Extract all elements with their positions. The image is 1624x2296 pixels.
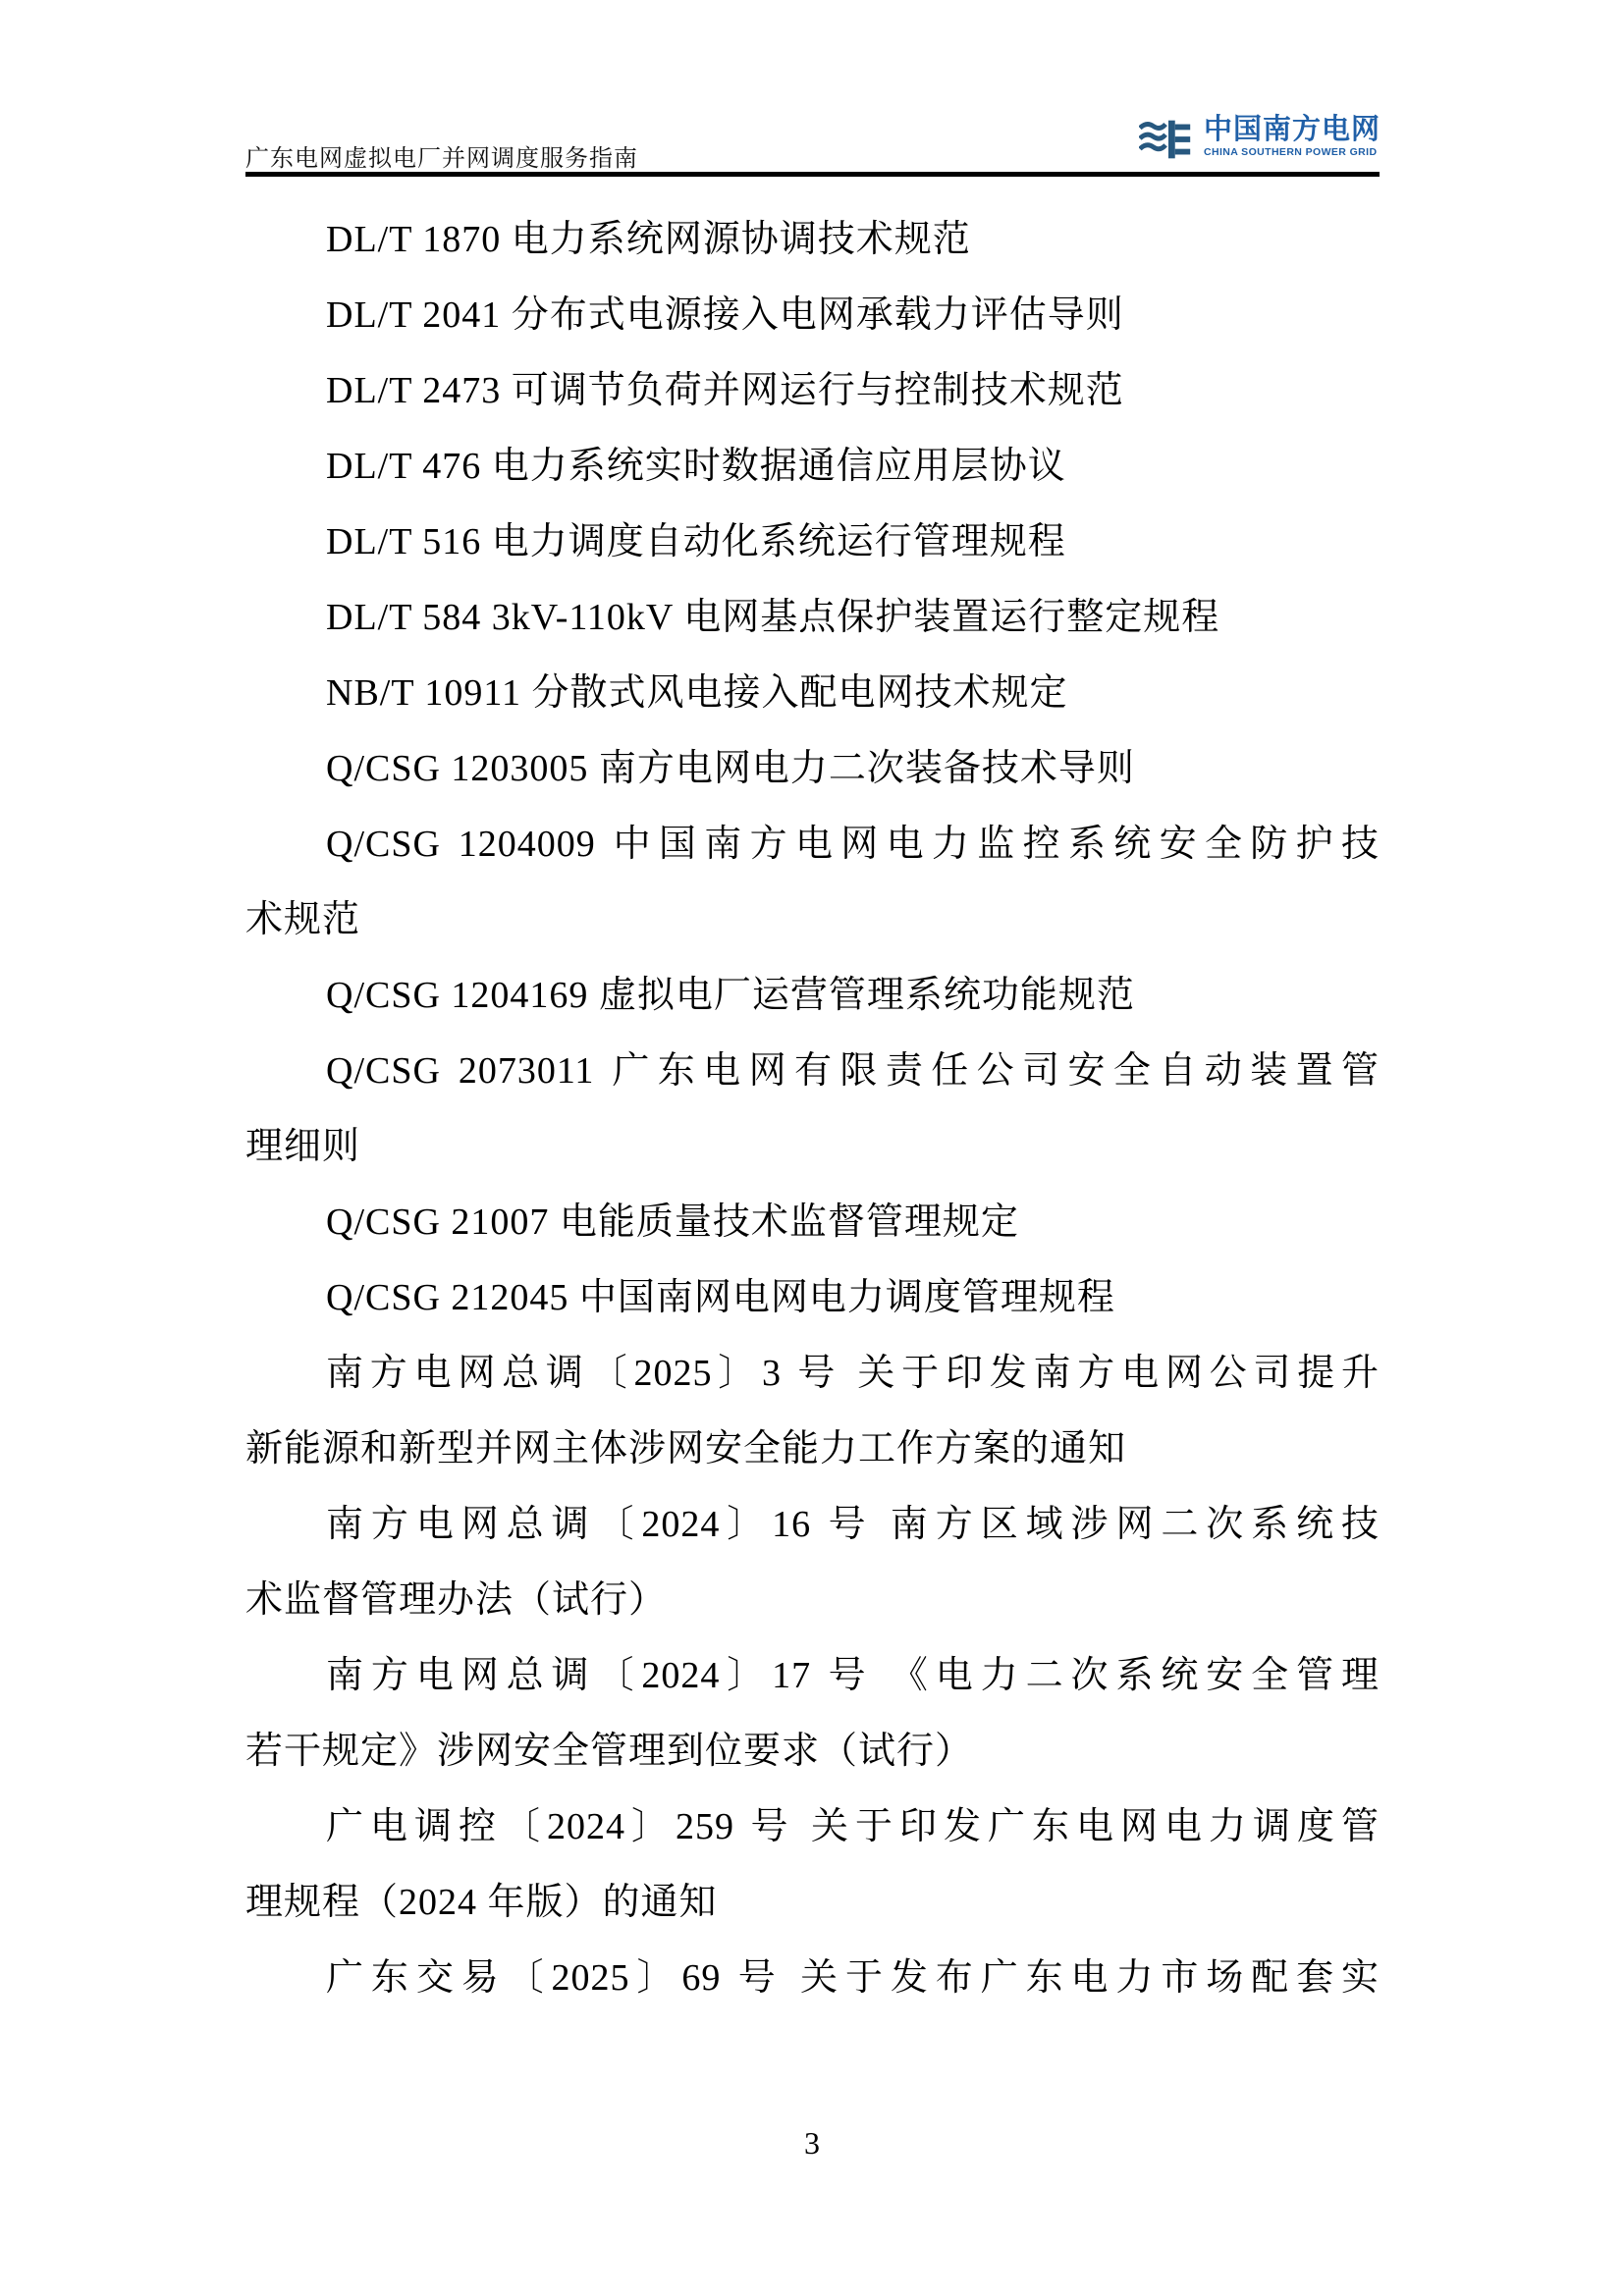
page-number: 3 [804, 2125, 820, 2161]
body-line: 广电调控〔2024〕259 号 关于印发广东电网电力调度管 [326, 1806, 1380, 1847]
body-line: Q/CSG 1204009 中国南方电网电力监控系统安全防护技 [326, 824, 1380, 865]
body-line: 广东交易〔2025〕69 号 关于发布广东电力市场配套实 [326, 1957, 1380, 1999]
header-rule [245, 172, 1380, 177]
body-line: 若干规定》涉网安全管理到位要求（试行） [245, 1731, 974, 1772]
body-line: 南方电网总调〔2025〕3 号 关于印发南方电网公司提升 [326, 1353, 1380, 1394]
body-line: DL/T 516 电力调度自动化系统运行管理规程 [326, 521, 1066, 562]
body-line: Q/CSG 1203005 南方电网电力二次装备技术导则 [326, 748, 1135, 789]
body-line: 术监督管理办法（试行） [245, 1579, 668, 1621]
csg-logo-icon [1139, 118, 1196, 161]
body-line: 理规程（2024 年版）的通知 [245, 1882, 718, 1923]
body-line: 理细则 [245, 1126, 361, 1167]
body-line: 新能源和新型并网主体涉网安全能力工作方案的通知 [245, 1428, 1127, 1469]
body-line: DL/T 476 电力系统实时数据通信应用层协议 [326, 446, 1066, 487]
logo-brand-en: CHINA SOUTHERN POWER GRID [1204, 146, 1378, 158]
header-doc-title: 广东电网虚拟电厂并网调度服务指南 [245, 146, 638, 172]
body-line: Q/CSG 1204169 虚拟电厂运营管理系统功能规范 [326, 975, 1135, 1016]
body-line: Q/CSG 21007 电能质量技术监督管理规定 [326, 1201, 1019, 1243]
body-line: Q/CSG 2073011 广东电网有限责任公司安全自动装置管 [326, 1050, 1380, 1092]
body-line: NB/T 10911 分散式风电接入配电网技术规定 [326, 672, 1068, 714]
body-lines [245, 202, 1380, 2016]
body-line: DL/T 584 3kV-110kV 电网基点保护装置运行整定规程 [326, 597, 1220, 638]
body-line: DL/T 2473 可调节负荷并网运行与控制技术规范 [326, 370, 1124, 411]
body-line: 术规范 [245, 899, 361, 940]
body-line: 南方电网总调〔2024〕16 号 南方区域涉网二次系统技 [326, 1504, 1380, 1545]
body-line: DL/T 2041 分布式电源接入电网承载力评估导则 [326, 294, 1124, 336]
body-line: 南方电网总调〔2024〕17 号 《电力二次系统安全管理 [326, 1655, 1380, 1696]
body-line: Q/CSG 212045 中国南网电网电力调度管理规程 [326, 1277, 1115, 1318]
csg-logo [1139, 116, 1380, 161]
logo-brand-cn: 中国南方电网 [1204, 114, 1381, 145]
csg-logo-text [1204, 116, 1380, 158]
body-line: DL/T 1870 电力系统网源协调技术规范 [326, 219, 971, 260]
